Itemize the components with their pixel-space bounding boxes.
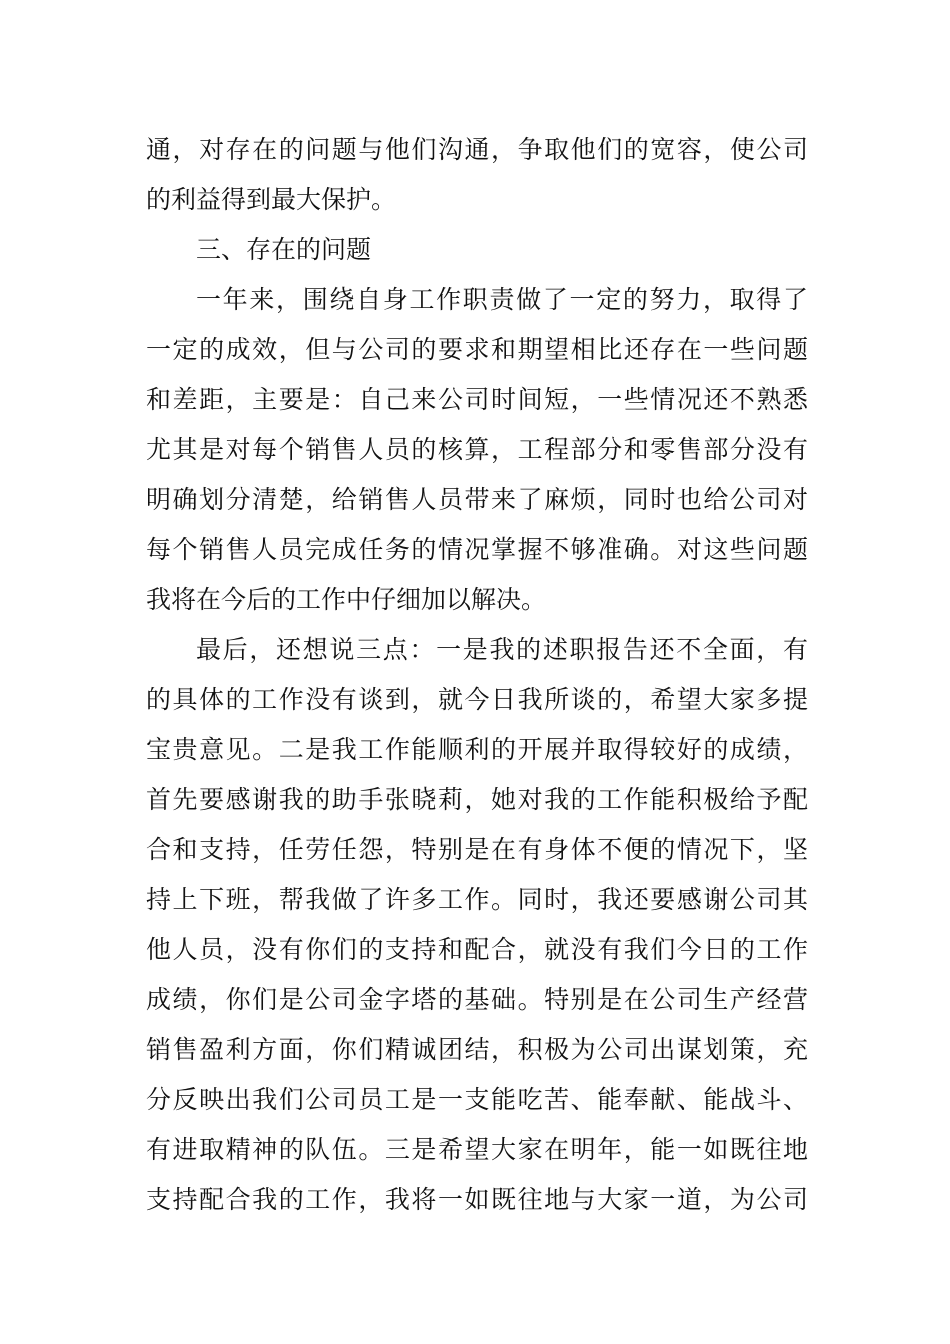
text-line: 一年来，围绕自身工作职责做了一定的努力，取得了 bbox=[196, 285, 808, 314]
text-line: 分反映出我们公司员工是一支能吃苦、能奉献、能战斗、 bbox=[146, 1085, 808, 1114]
text-line: 一定的成效，但与公司的要求和期望相比还存在一些问题 bbox=[146, 335, 808, 364]
text-line: 每个销售人员完成任务的情况掌握不够准确。对这些问题 bbox=[146, 535, 808, 564]
text-line: 首先要感谢我的助手张晓莉，她对我的工作能积极给予配 bbox=[146, 785, 808, 814]
text-line: 销售盈利方面，你们精诚团结，积极为公司出谋划策，充 bbox=[146, 1035, 808, 1064]
text-line: 最后，还想说三点：一是我的述职报告还不全面，有 bbox=[196, 635, 808, 664]
text-line: 的利益得到最大保护。 bbox=[146, 185, 397, 214]
text-line: 合和支持，任劳任怨，特别是在有身体不便的情况下，坚 bbox=[146, 835, 808, 864]
text-line: 尤其是对每个销售人员的核算，工程部分和零售部分没有 bbox=[146, 435, 808, 464]
text-line: 明确划分清楚，给销售人员带来了麻烦，同时也给公司对 bbox=[146, 485, 808, 514]
text-line: 我将在今后的工作中仔细加以解决。 bbox=[146, 585, 547, 614]
text-line: 和差距，主要是：自己来公司时间短，一些情况还不熟悉 bbox=[146, 385, 808, 414]
text-line: 他人员，没有你们的支持和配合，就没有我们今日的工作 bbox=[146, 935, 808, 964]
text-line: 有进取精神的队伍。三是希望大家在明年，能一如既往地 bbox=[146, 1135, 808, 1164]
text-line: 支持配合我的工作，我将一如既往地与大家一道，为公司 bbox=[146, 1185, 808, 1214]
text-line: 宝贵意见。二是我工作能顺利的开展并取得较好的成绩， bbox=[146, 735, 808, 764]
section-heading: 三、存在的问题 bbox=[196, 235, 372, 264]
text-line: 持上下班，帮我做了许多工作。同时，我还要感谢公司其 bbox=[146, 885, 808, 914]
text-line: 成绩，你们是公司金字塔的基础。特别是在公司生产经营 bbox=[146, 985, 808, 1014]
text-line: 通，对存在的问题与他们沟通，争取他们的宽容，使公司 bbox=[146, 135, 808, 164]
text-line: 的具体的工作没有谈到，就今日我所谈的，希望大家多提 bbox=[146, 685, 808, 714]
